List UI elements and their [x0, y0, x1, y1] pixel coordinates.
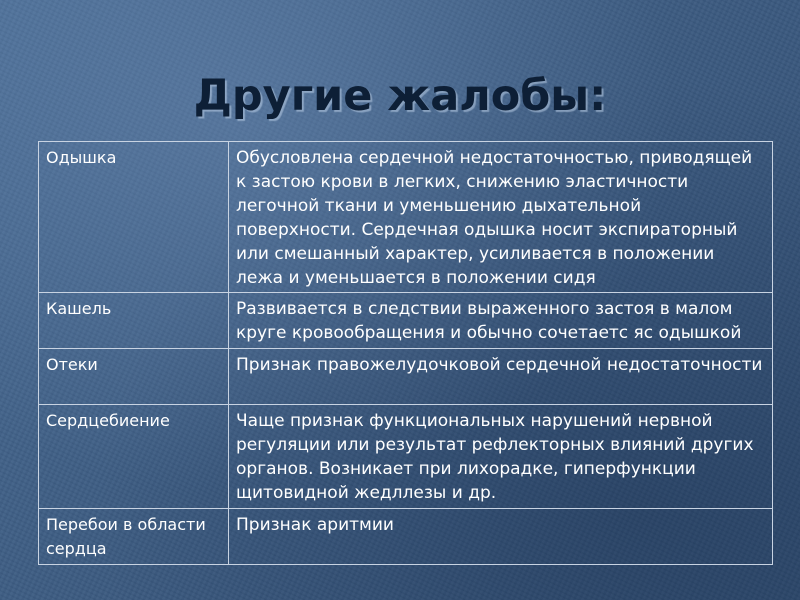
complaint-description: Чаще признак функциональных нарушений нервной регуляции или результат рефлекторных влияний других органов. Возникает при лихорадке, гиперфункции щитовидной жедллезы и др. — [229, 405, 773, 509]
complaint-description: Признак правожелудочковой сердечной недостаточности — [229, 349, 773, 405]
table-row — [39, 142, 773, 293]
complaint-description: Признак аритмии — [229, 509, 773, 565]
complaint-description: Развивается в следствии выраженного застоя в малом круге кровообращения и обычно сочетаетс яс одышкой — [229, 293, 773, 349]
complaint-name: Сердцебиение — [39, 405, 229, 509]
complaint-name: Перебои в области сердца — [39, 509, 229, 565]
table-row — [39, 293, 773, 349]
complaints-table — [38, 141, 773, 565]
slide-title: Другие жалобы: — [193, 71, 607, 121]
complaint-description: Обусловлена сердечной недостаточностью, приводящей к застою крови в легких, снижению эластичности легочной ткани и уменьшению дыхательной поверхности. Сердечная одышка носит экспираторный или смешанный характер, усиливается в положении лежа и уменьшается в положении сидя — [229, 142, 773, 293]
complaint-name: Кашель — [39, 293, 229, 349]
complaint-name: Отеки — [39, 349, 229, 405]
table-row — [39, 509, 773, 565]
complaint-name: Одышка — [39, 142, 229, 293]
table-row — [39, 349, 773, 405]
table-row — [39, 405, 773, 509]
